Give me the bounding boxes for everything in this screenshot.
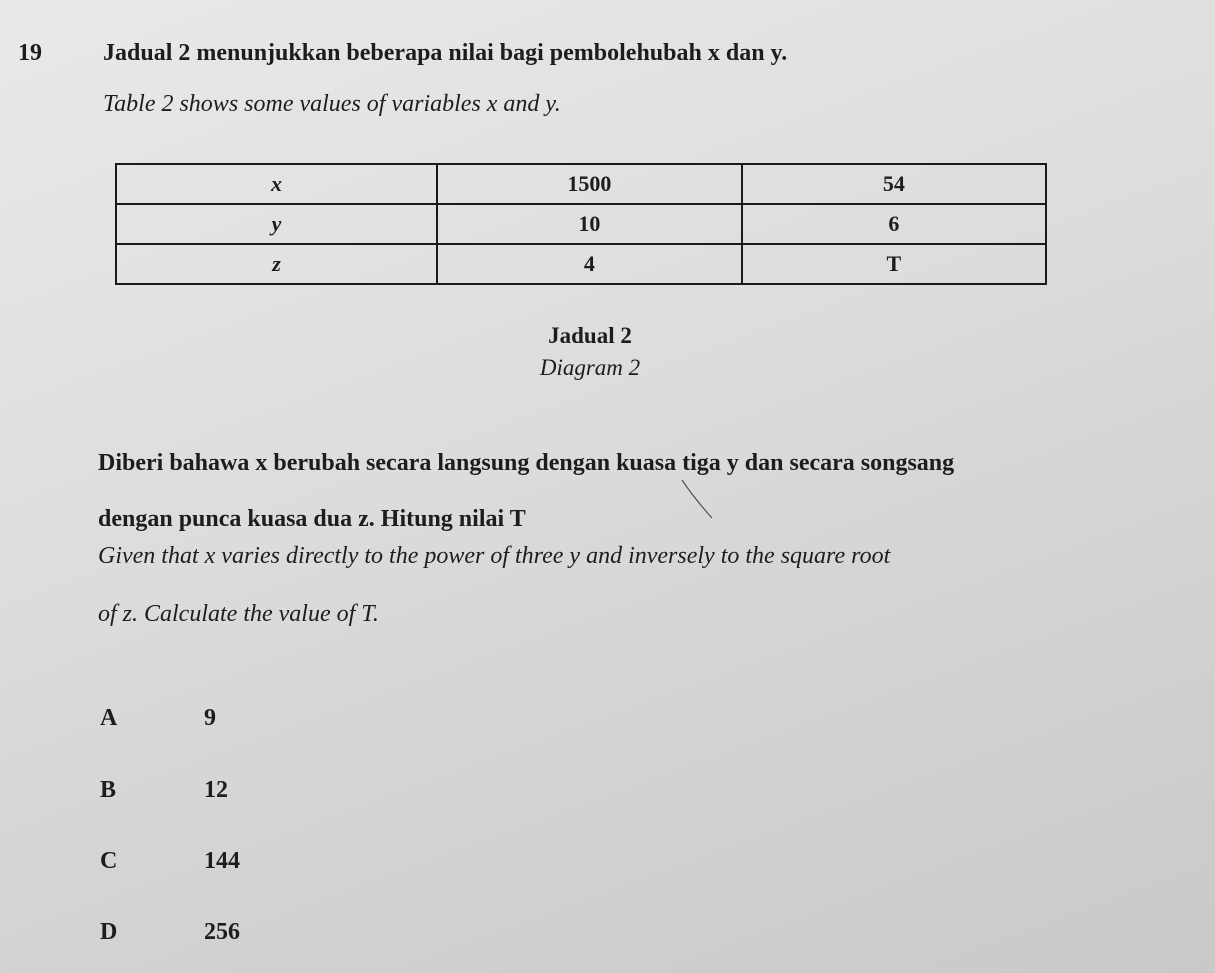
problem-text-malay-line2: dengan punca kuasa dua z. Hitung nilai T bbox=[98, 506, 526, 532]
option-letter: C bbox=[100, 848, 118, 874]
option-value: 256 bbox=[204, 919, 240, 945]
table-row bbox=[116, 244, 1046, 284]
option-letter: A bbox=[100, 705, 118, 731]
question-text-malay: Jadual 2 menunjukkan beberapa nilai bagi pembolehubah x dan y. bbox=[103, 40, 788, 66]
option-value: 9 bbox=[204, 705, 216, 731]
table-caption-english: Diagram 2 bbox=[539, 355, 641, 380]
pen-stroke-mark bbox=[680, 478, 714, 520]
problem-text-english-line2: of z. Calculate the value of T. bbox=[98, 601, 379, 627]
table-caption-malay: Jadual 2 bbox=[548, 323, 632, 348]
answer-option-a[interactable] bbox=[100, 705, 216, 732]
table-row bbox=[116, 164, 1046, 204]
values-table bbox=[115, 163, 1047, 285]
option-letter: D bbox=[100, 919, 118, 945]
table-cell-variable: x bbox=[116, 164, 437, 204]
table-cell-value: 4 bbox=[437, 244, 742, 284]
problem-text-english-line1: Given that x varies directly to the power of three y and inversely to the square root bbox=[98, 543, 891, 569]
option-value: 144 bbox=[204, 848, 240, 874]
option-letter: B bbox=[100, 777, 117, 803]
table-cell-value: 10 bbox=[437, 204, 742, 244]
table-row bbox=[116, 204, 1046, 244]
table-cell-value: 6 bbox=[742, 204, 1046, 244]
answer-option-d[interactable] bbox=[100, 919, 240, 946]
answer-option-c[interactable] bbox=[100, 848, 240, 875]
table-cell-value: T bbox=[742, 244, 1046, 284]
table-cell-variable: z bbox=[116, 244, 437, 284]
question-text-english: Table 2 shows some values of variables x and y. bbox=[103, 91, 561, 117]
table-cell-value: 54 bbox=[742, 164, 1046, 204]
table-cell-variable: y bbox=[116, 204, 437, 244]
table-cell-value: 1500 bbox=[437, 164, 742, 204]
answer-option-b[interactable] bbox=[100, 777, 228, 804]
option-value: 12 bbox=[204, 777, 228, 803]
problem-text-malay-line1: Diberi bahawa x berubah secara langsung dengan kuasa tiga y dan secara songsang bbox=[98, 450, 955, 476]
question-number: 19 bbox=[18, 40, 42, 66]
